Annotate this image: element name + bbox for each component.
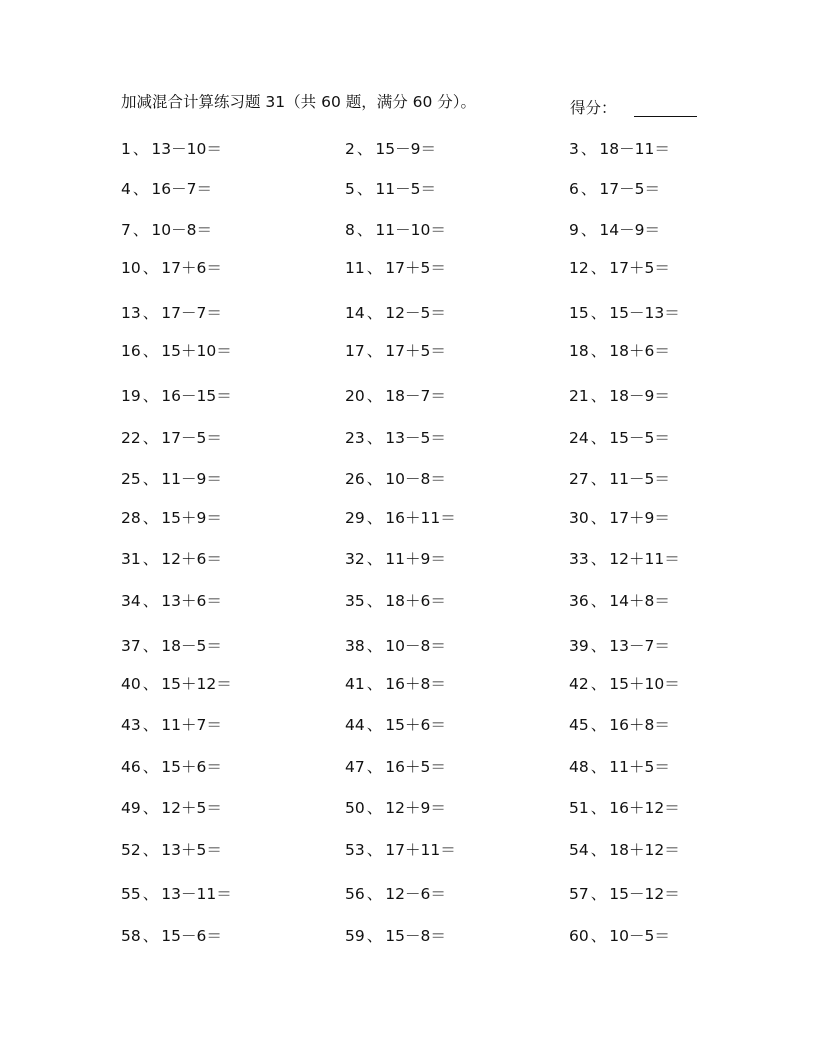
problem-item: [121, 758, 222, 776]
problem-number: 3: [569, 140, 579, 158]
problem-item: [569, 429, 670, 447]
problem-item: [569, 675, 680, 693]
problem-expression: 18－5＝: [161, 637, 222, 655]
problem-item: [121, 387, 232, 405]
problem-item: [569, 799, 680, 817]
problem-item: [121, 927, 222, 945]
problem-item: [345, 387, 446, 405]
problem-expression: 17＋5＝: [609, 259, 670, 277]
problem-number: 18: [569, 342, 589, 360]
problem-separator: 、: [590, 758, 607, 776]
problem-expression: 12＋6＝: [161, 550, 222, 568]
problem-item: [569, 509, 670, 527]
problem-separator: 、: [142, 758, 159, 776]
problem-separator: 、: [590, 550, 607, 568]
problem-expression: 15＋12＝: [161, 675, 232, 693]
problem-separator: 、: [142, 470, 159, 488]
problem-expression: 11－10＝: [375, 221, 446, 239]
problem-item: [569, 140, 670, 158]
problem-number: 37: [121, 637, 141, 655]
problem-separator: 、: [132, 180, 149, 198]
problem-expression: 10－8＝: [385, 637, 446, 655]
problem-item: [121, 675, 232, 693]
problem-separator: 、: [142, 799, 159, 817]
problem-expression: 17＋6＝: [161, 259, 222, 277]
problem-expression: 15－8＝: [385, 927, 446, 945]
problem-separator: 、: [590, 387, 607, 405]
problem-expression: 16－7＝: [151, 180, 212, 198]
problem-item: [345, 550, 446, 568]
problem-expression: 13－10＝: [151, 140, 222, 158]
problem-expression: 15－12＝: [609, 885, 680, 903]
problem-number: 41: [345, 675, 365, 693]
problem-separator: 、: [590, 429, 607, 447]
problem-number: 34: [121, 592, 141, 610]
problem-separator: 、: [580, 140, 597, 158]
problem-item: [569, 637, 670, 655]
problem-item: [345, 758, 446, 776]
problem-separator: 、: [580, 180, 597, 198]
problem-expression: 18＋12＝: [609, 841, 680, 859]
problem-separator: 、: [142, 675, 159, 693]
problem-expression: 17＋11＝: [385, 841, 456, 859]
problem-number: 49: [121, 799, 141, 817]
problem-number: 45: [569, 716, 589, 734]
problem-number: 22: [121, 429, 141, 447]
problem-item: [569, 841, 680, 859]
problem-number: 46: [121, 758, 141, 776]
problem-number: 52: [121, 841, 141, 859]
problem-expression: 17－5＝: [161, 429, 222, 447]
problem-item: [569, 342, 670, 360]
problem-number: 15: [569, 304, 589, 322]
problem-separator: 、: [142, 304, 159, 322]
problem-item: [569, 221, 660, 239]
problem-number: 4: [121, 180, 131, 198]
problem-expression: 17－5＝: [599, 180, 660, 198]
problem-number: 23: [345, 429, 365, 447]
problem-separator: 、: [590, 716, 607, 734]
problem-number: 2: [345, 140, 355, 158]
problem-separator: 、: [356, 221, 373, 239]
problem-item: [121, 221, 212, 239]
problem-number: 57: [569, 885, 589, 903]
problem-item: [569, 716, 670, 734]
problem-expression: 13＋6＝: [161, 592, 222, 610]
problem-number: 33: [569, 550, 589, 568]
problem-expression: 11－5＝: [375, 180, 436, 198]
problem-number: 47: [345, 758, 365, 776]
problem-number: 38: [345, 637, 365, 655]
problem-number: 19: [121, 387, 141, 405]
problem-item: [121, 342, 232, 360]
problem-number: 17: [345, 342, 365, 360]
problem-item: [345, 429, 446, 447]
problem-number: 21: [569, 387, 589, 405]
problem-expression: 18－7＝: [385, 387, 446, 405]
problem-expression: 15＋10＝: [609, 675, 680, 693]
problem-item: [121, 140, 222, 158]
problem-expression: 17＋9＝: [609, 509, 670, 527]
problem-number: 36: [569, 592, 589, 610]
problem-separator: 、: [366, 304, 383, 322]
problem-expression: 15＋6＝: [161, 758, 222, 776]
problem-separator: 、: [142, 716, 159, 734]
problem-number: 1: [121, 140, 131, 158]
problem-item: [121, 259, 222, 277]
problem-separator: 、: [590, 259, 607, 277]
problem-separator: 、: [590, 304, 607, 322]
problem-expression: 15－5＝: [609, 429, 670, 447]
problem-item: [345, 259, 446, 277]
problem-separator: 、: [142, 592, 159, 610]
problem-expression: 12＋5＝: [161, 799, 222, 817]
problem-expression: 16＋12＝: [609, 799, 680, 817]
problem-expression: 11＋5＝: [609, 758, 670, 776]
problem-expression: 12－5＝: [385, 304, 446, 322]
problem-number: 39: [569, 637, 589, 655]
problem-item: [345, 140, 436, 158]
problem-separator: 、: [366, 758, 383, 776]
problem-separator: 、: [366, 675, 383, 693]
problem-number: 54: [569, 841, 589, 859]
problem-number: 26: [345, 470, 365, 488]
problem-separator: 、: [142, 637, 159, 655]
problem-item: [345, 716, 446, 734]
problem-item: [569, 387, 670, 405]
problem-item: [121, 637, 222, 655]
problem-item: [569, 927, 670, 945]
problem-item: [121, 799, 222, 817]
problem-separator: 、: [590, 592, 607, 610]
problem-separator: 、: [590, 509, 607, 527]
problem-expression: 13－11＝: [161, 885, 232, 903]
problem-number: 16: [121, 342, 141, 360]
problem-number: 11: [345, 259, 365, 277]
problem-item: [569, 885, 680, 903]
score-label: 得分：: [570, 99, 617, 117]
problem-item: [121, 841, 222, 859]
problem-number: 10: [121, 259, 141, 277]
problem-number: 29: [345, 509, 365, 527]
problem-number: 50: [345, 799, 365, 817]
problem-separator: 、: [366, 429, 383, 447]
problem-item: [345, 885, 446, 903]
problem-expression: 16＋8＝: [609, 716, 670, 734]
problem-item: [345, 799, 446, 817]
problem-item: [569, 550, 680, 568]
problem-separator: 、: [590, 799, 607, 817]
problem-expression: 12－6＝: [385, 885, 446, 903]
problem-number: 20: [345, 387, 365, 405]
problem-item: [121, 180, 212, 198]
problem-separator: 、: [142, 259, 159, 277]
problem-separator: 、: [142, 885, 159, 903]
problem-item: [121, 470, 222, 488]
problem-expression: 15＋10＝: [161, 342, 232, 360]
problem-expression: 15－9＝: [375, 140, 436, 158]
problem-expression: 18＋6＝: [609, 342, 670, 360]
problem-item: [345, 221, 446, 239]
problem-item: [345, 841, 456, 859]
problem-separator: 、: [356, 180, 373, 198]
problem-separator: 、: [590, 885, 607, 903]
problem-number: 44: [345, 716, 365, 734]
problem-number: 51: [569, 799, 589, 817]
problem-expression: 11＋9＝: [385, 550, 446, 568]
problem-item: [345, 470, 446, 488]
problem-expression: 12＋11＝: [609, 550, 680, 568]
problem-number: 53: [345, 841, 365, 859]
problem-number: 28: [121, 509, 141, 527]
problem-number: 31: [121, 550, 141, 568]
problem-number: 58: [121, 927, 141, 945]
problem-expression: 11－5＝: [609, 470, 670, 488]
problem-item: [345, 637, 446, 655]
problem-separator: 、: [590, 841, 607, 859]
worksheet-title: 加减混合计算练习题 31（共 60 题，满分 60 分）。: [121, 93, 477, 111]
problem-expression: 14－9＝: [599, 221, 660, 239]
problem-separator: 、: [366, 550, 383, 568]
problem-separator: 、: [366, 509, 383, 527]
problem-item: [121, 304, 222, 322]
problem-item: [345, 592, 446, 610]
problem-item: [121, 592, 222, 610]
problem-separator: 、: [132, 140, 149, 158]
problem-number: 9: [569, 221, 579, 239]
problem-separator: 、: [366, 799, 383, 817]
problem-number: 5: [345, 180, 355, 198]
problem-number: 30: [569, 509, 589, 527]
problem-separator: 、: [590, 927, 607, 945]
problem-number: 7: [121, 221, 131, 239]
problem-separator: 、: [142, 841, 159, 859]
problem-number: 40: [121, 675, 141, 693]
problem-separator: 、: [590, 675, 607, 693]
problem-separator: 、: [142, 550, 159, 568]
problem-separator: 、: [366, 716, 383, 734]
problem-item: [345, 509, 456, 527]
problem-expression: 15＋9＝: [161, 509, 222, 527]
problem-expression: 15＋6＝: [385, 716, 446, 734]
problem-item: [121, 550, 222, 568]
problem-separator: 、: [580, 221, 597, 239]
score-blank[interactable]: [634, 99, 697, 117]
problem-expression: 18－11＝: [599, 140, 670, 158]
problem-number: 8: [345, 221, 355, 239]
problem-item: [345, 304, 446, 322]
problem-expression: 17＋5＝: [385, 259, 446, 277]
problem-separator: 、: [366, 592, 383, 610]
problem-item: [121, 429, 222, 447]
problem-expression: 13＋5＝: [161, 841, 222, 859]
problem-number: 27: [569, 470, 589, 488]
problem-number: 25: [121, 470, 141, 488]
problem-expression: 18＋6＝: [385, 592, 446, 610]
problem-expression: 13－5＝: [385, 429, 446, 447]
problem-item: [345, 927, 446, 945]
problem-expression: 16＋8＝: [385, 675, 446, 693]
problem-item: [569, 470, 670, 488]
problem-separator: 、: [366, 342, 383, 360]
problem-number: 59: [345, 927, 365, 945]
problem-expression: 13－7＝: [609, 637, 670, 655]
problem-separator: 、: [366, 470, 383, 488]
problem-expression: 16＋5＝: [385, 758, 446, 776]
problem-number: 12: [569, 259, 589, 277]
problem-separator: 、: [366, 637, 383, 655]
problem-number: 48: [569, 758, 589, 776]
problem-number: 60: [569, 927, 589, 945]
problem-item: [569, 180, 660, 198]
problem-separator: 、: [366, 885, 383, 903]
problem-separator: 、: [142, 927, 159, 945]
problem-separator: 、: [590, 342, 607, 360]
problem-expression: 17－7＝: [161, 304, 222, 322]
problem-expression: 15－6＝: [161, 927, 222, 945]
problem-number: 6: [569, 180, 579, 198]
problem-item: [345, 180, 436, 198]
problem-separator: 、: [142, 509, 159, 527]
problem-number: 35: [345, 592, 365, 610]
problem-expression: 10－8＝: [151, 221, 212, 239]
problem-number: 13: [121, 304, 141, 322]
problem-separator: 、: [356, 140, 373, 158]
problem-item: [345, 675, 446, 693]
problem-expression: 17＋5＝: [385, 342, 446, 360]
problem-separator: 、: [142, 429, 159, 447]
problem-expression: 15－13＝: [609, 304, 680, 322]
problem-separator: 、: [142, 387, 159, 405]
problem-item: [345, 342, 446, 360]
problem-item: [569, 758, 670, 776]
problem-item: [121, 885, 232, 903]
problem-number: 32: [345, 550, 365, 568]
problem-number: 14: [345, 304, 365, 322]
problem-number: 55: [121, 885, 141, 903]
problem-expression: 18－9＝: [609, 387, 670, 405]
problem-expression: 10－5＝: [609, 927, 670, 945]
problem-separator: 、: [366, 927, 383, 945]
problem-item: [121, 509, 222, 527]
problem-expression: 11＋7＝: [161, 716, 222, 734]
problem-number: 43: [121, 716, 141, 734]
problem-item: [121, 716, 222, 734]
problem-number: 56: [345, 885, 365, 903]
problem-separator: 、: [366, 259, 383, 277]
problem-expression: 10－8＝: [385, 470, 446, 488]
problem-item: [569, 592, 670, 610]
problem-number: 42: [569, 675, 589, 693]
problem-number: 24: [569, 429, 589, 447]
problem-separator: 、: [366, 841, 383, 859]
problem-separator: 、: [590, 470, 607, 488]
problem-expression: 11－9＝: [161, 470, 222, 488]
problem-separator: 、: [590, 637, 607, 655]
problem-expression: 12＋9＝: [385, 799, 446, 817]
problem-separator: 、: [366, 387, 383, 405]
problem-item: [569, 304, 680, 322]
problem-expression: 16＋11＝: [385, 509, 456, 527]
problem-expression: 14＋8＝: [609, 592, 670, 610]
problem-item: [569, 259, 670, 277]
problem-separator: 、: [142, 342, 159, 360]
problem-separator: 、: [132, 221, 149, 239]
problem-expression: 16－15＝: [161, 387, 232, 405]
